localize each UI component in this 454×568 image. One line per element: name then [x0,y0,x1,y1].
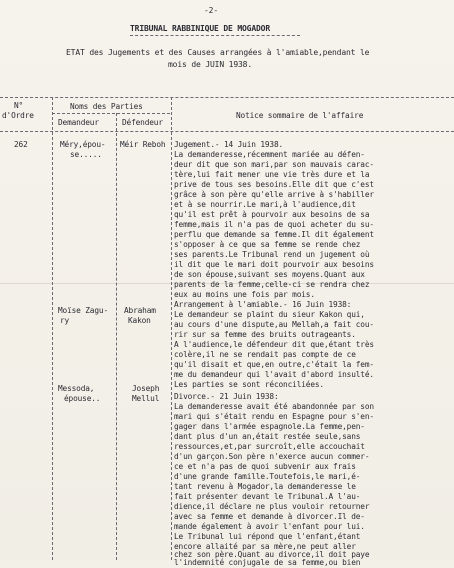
case-demandeur-line: Méry,épou- [60,140,106,149]
case-notice-line: perflu que demande sa femme.Il dit également [174,230,374,239]
case-order-number: 262 [14,140,28,149]
case-demandeur-line: épouse.. [64,394,101,403]
case-notice-line: mari qui s'était rendu en Espagne pour s'en- [174,412,374,421]
case-notice-line: d'une grande famille.Toutefois,le mari,é- [174,472,361,481]
case-notice-line: deur dit que son mari,par son mauvais carac- [174,160,374,169]
column-divider-notice [171,97,172,560]
case-notice-line: chez son père.Quant au divorce,il doit paye [174,550,370,559]
case-notice-line: l'indemnité conjugale de sa femme,ou bien [174,558,361,567]
case-notice-line: grâce à son père qu'elle arrive à s'habiller [174,190,374,199]
case-notice-line: dience,il déclare ne plus vouloir retourner [174,502,370,511]
case-notice-line: dant plus d'un an,était restée seule,sans [174,432,361,441]
defendeur-header: Défendeur [122,118,163,127]
table-header-bottom-rule [0,131,454,132]
case-defendeur-line: Abraham [124,306,156,315]
case-notice-line: Le Tribunal lui répond que l'enfant,étant [174,532,361,541]
case-notice-line: La demanderesse,récemment mariée au défen- [174,150,365,159]
case-notice-line: d'un garçon.Son père n'exerce aucun commer- [174,452,370,461]
case-notice-line: me du demandeur qui l'avait d'abord insulté. [174,370,374,379]
case-notice-line: ce et n'a pas de quoi subvenir aux frais [174,462,356,471]
case-defendeur-line: Mellul [132,394,160,403]
case-notice-line: femme,mais il n'a pas de quoi acheter du su- [174,220,374,229]
case-notice-line: parents de la femme,celle-ci se rendra chez [174,280,370,289]
case-notice-line: s'opposer à ce que sa femme se rende chez [174,240,361,249]
case-notice-line: et à se nourrir.Le mari,à l'audience,dit [174,200,356,209]
case-notice-line: Les parties se sont réconciliées. [174,380,324,389]
case-notice-line: La demanderesse avait été abandonnée par son [174,402,374,411]
case-defendeur-line: Méir Reboh [120,140,166,149]
case-notice-line: eux au moins une fois par mois. [174,290,315,299]
page-number: -2- [204,6,218,15]
case-demandeur-line: Moïse Zagu- [58,306,108,315]
case-notice-line: Jugement.- 14 Juin 1938. [174,140,284,149]
case-notice-line: Arrangement à l'amiable.- 16 Juin 1938: [174,300,352,309]
case-demandeur-line: ry [60,316,70,325]
case-notice-line: au cours d'une dispute,au Mellah,a fait cou- [174,320,374,329]
order-header-line-2: d'Ordre [2,111,34,120]
case-defendeur-line: Joseph [132,384,160,393]
case-notice-line: tère,lui fait mener une vie très dure et la [174,170,370,179]
case-defendeur-line: Kakon [128,316,151,325]
case-notice-line: qu'il est prêt à pourvoir aux besoins de sa [174,210,370,219]
case-notice-line: Divorce.- 21 Juin 1938: [174,392,279,401]
case-demandeur-line: se..... [70,150,102,159]
case-notice-line: il dit que le mari doit pourvoir aux besoins [174,260,374,269]
column-divider-order [52,97,53,560]
case-notice-line: tant revenu à Mogador,la demanderesse le [174,482,356,491]
case-notice-line: Le demandeur se plaint du sieur Kakon qui, [174,310,365,319]
state-title-line-1: ETAT des Jugements et des Causes arrangées à l'amiable,pendant le [66,48,370,57]
order-header-line-1: N° [14,101,24,110]
case-notice-line: colère,il ne se rendait pas compte de ce [174,350,356,359]
case-notice-line: prive de tous ses besoins.Elle dit que c'est [174,180,374,189]
case-notice-line: rir sur sa femme des bruits outrageants. [174,330,356,339]
case-notice-line: de son épouse,suivant ses moyens.Quant aux [174,270,365,279]
case-notice-line: A l'audience,le défendeur dit que,étant très [174,340,374,349]
title-underline [130,35,300,36]
demandeur-header: Demandeur [58,118,99,127]
case-notice-line: mande également à avoir l'enfant pour lui. [174,522,365,531]
table-top-rule [0,97,454,98]
case-notice-line: qu'il disait et que,en outre,c'était la fem- [174,360,374,369]
case-demandeur-line: Messoda, [58,384,95,393]
case-notice-line: fait présenter devant le Tribunal.A l'au- [174,492,361,501]
case-notice-line: gager dans l'armée espagnole.La femme,pen- [174,422,365,431]
case-notice-line: ses parents.Le Tribunal rend un jugement où [174,250,370,259]
column-divider-parties [116,113,117,560]
case-notice-line: ressources,et,par surcroît,elle accouchait [174,442,365,451]
state-title-line-2: mois de JUIN 1938. [168,60,252,69]
case-notice-line: encore allaité par sa mère,ne peut aller [174,542,356,551]
parties-header: Noms des Parties [70,102,143,111]
notice-header: Notice sommaire de l'affaire [236,111,364,120]
parties-subheader-rule [52,113,170,114]
court-title: TRIBUNAL RABBINIQUE DE MOGADOR [130,24,270,33]
case-notice-line: avec sa femme et demande à divorcer.Il de- [174,512,365,521]
